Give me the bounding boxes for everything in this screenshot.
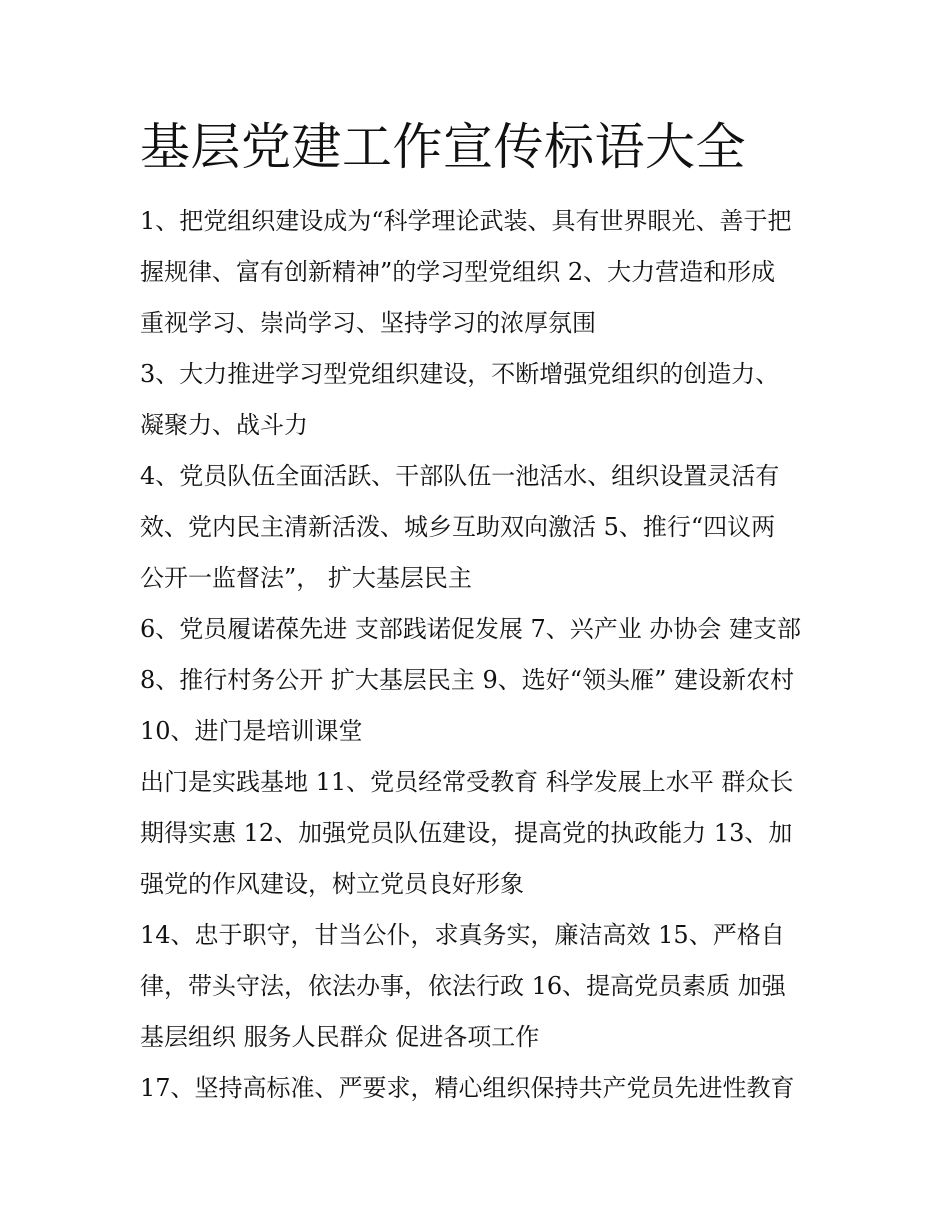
text-line: 4、党员队伍全面活跃、干部队伍一池活水、组织设置灵活有	[140, 462, 780, 490]
text-line: 6、党员履诺葆先进 支部践诺促发展 7、兴产业 办协会 建支部	[140, 615, 802, 643]
text-line: 基层组织 服务人民群众 促进各项工作	[140, 1023, 540, 1051]
page-title: 基层党建工作宣传标语大全	[140, 118, 746, 176]
text-line: 凝聚力、战斗力	[140, 411, 308, 439]
text-line: 握规律、富有创新精神”的学习型党组织 2、大力营造和形成	[140, 258, 776, 286]
text-line: 律，带头守法，依法办事，依法行政 16、提高党员素质 加强	[140, 972, 786, 1000]
text-line: 14、忠于职守，甘当公仆，求真务实，廉洁高效 15、严格自	[140, 921, 785, 949]
text-line: 强党的作风建设，树立党员良好形象	[140, 870, 524, 898]
text-line: 公开一监督法”， 扩大基层民主	[140, 564, 472, 592]
text-line: 期得实惠 12、加强党员队伍建设，提高党的执政能力 13、加	[140, 819, 793, 847]
text-line: 出门是实践基地 11、党员经常受教育 科学发展上水平 群众长	[140, 768, 794, 796]
text-line: 8、推行村务公开 扩大基层民主 9、选好“领头雁” 建设新农村	[140, 666, 794, 694]
text-line: 效、党内民主清新活泼、城乡互助双向激活 5、推行“四议两	[140, 513, 776, 541]
text-line: 3、大力推进学习型党组织建设，不断增强党组织的创造力、	[140, 360, 780, 388]
text-line: 1、把党组织建设成为“科学理论武装、具有世界眼光、善于把	[140, 207, 792, 235]
text-line: 重视学习、崇尚学习、坚持学习的浓厚氛围	[140, 309, 596, 337]
slogan-text-body	[140, 196, 820, 1114]
text-line: 17、坚持高标准、严要求，精心组织保持共产党员先进性教育	[140, 1074, 795, 1102]
text-line: 10、进门是培训课堂	[140, 717, 363, 745]
